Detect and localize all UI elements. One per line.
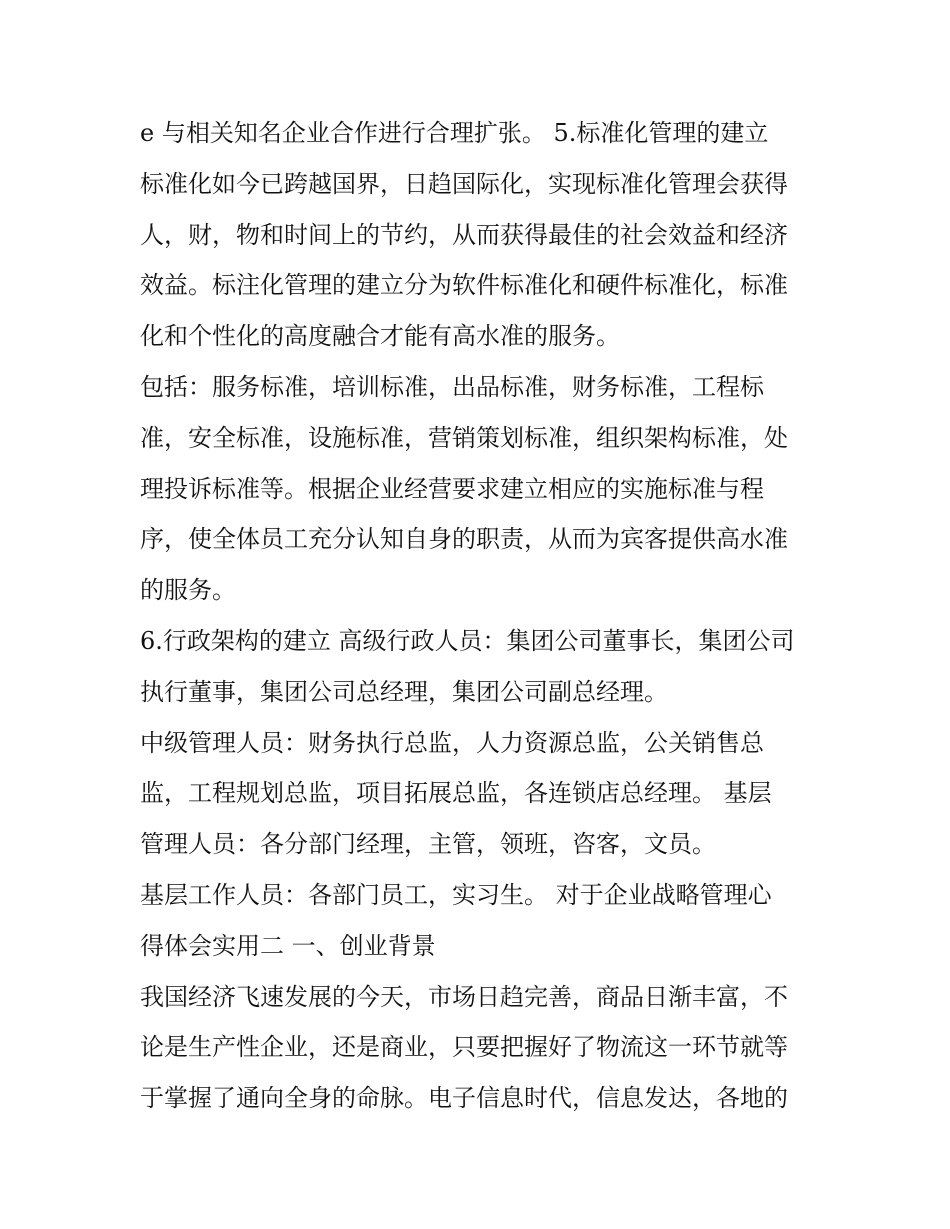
text-line: 中级管理人员：财务执行总监，人力资源总监，公关销售总: [140, 728, 764, 757]
document-body: [140, 108, 820, 1124]
text-line: 效益。标注化管理的建立分为软件标准化和硬件标准化，标准: [140, 271, 788, 300]
text-line: 于掌握了通向全身的命脉。电子信息时代，信息发达，各地的: [140, 1084, 788, 1113]
text-line: 包括：服务标准，培训标准，出品标准，财务标准，工程标: [140, 372, 764, 401]
text-line: 的服务。: [140, 576, 236, 605]
text-line: 我国经济飞速发展的今天，市场日趋完善，商品日渐丰富，不: [140, 982, 788, 1011]
text-line: 基层工作人员：各部门员工，实习生。 对于企业战略管理心: [140, 880, 772, 909]
text-line: 监，工程规划总监，项目拓展总监，各连锁店总经理。 基层: [140, 779, 772, 808]
text-line: 得体会实用二 一、创业背景: [140, 931, 436, 960]
text-line: e 与相关知名企业合作进行合理扩张。 5.标准化管理的建立: [140, 119, 769, 147]
text-line: 管理人员：各分部门经理，主管，领班，咨客，文员。: [140, 830, 716, 859]
text-line: 标准化如今已跨越国界，日趋国际化，实现标准化管理会获得: [140, 169, 788, 198]
text-line: 人，财，物和时间上的节约，从而获得最佳的社会效益和经济: [140, 220, 788, 249]
text-line: 执行董事，集团公司总经理，集团公司副总经理。: [140, 677, 668, 706]
text-line: 6.行政架构的建立 高级行政人员：集团公司董事长，集团公司: [140, 626, 795, 655]
text-line: 化和个性化的高度融合才能有高水准的服务。: [140, 322, 620, 351]
text-line: 序，使全体员工充分认知自身的职责，从而为宾客提供高水准: [140, 525, 788, 554]
text-line: 论是生产性企业，还是商业，只要把握好了物流这一环节就等: [140, 1033, 788, 1062]
text-line: 准，安全标准，设施标准，营销策划标准，组织架构标准，处: [140, 423, 788, 452]
text-line: 理投诉标准等。根据企业经营要求建立相应的实施标准与程: [140, 474, 764, 503]
